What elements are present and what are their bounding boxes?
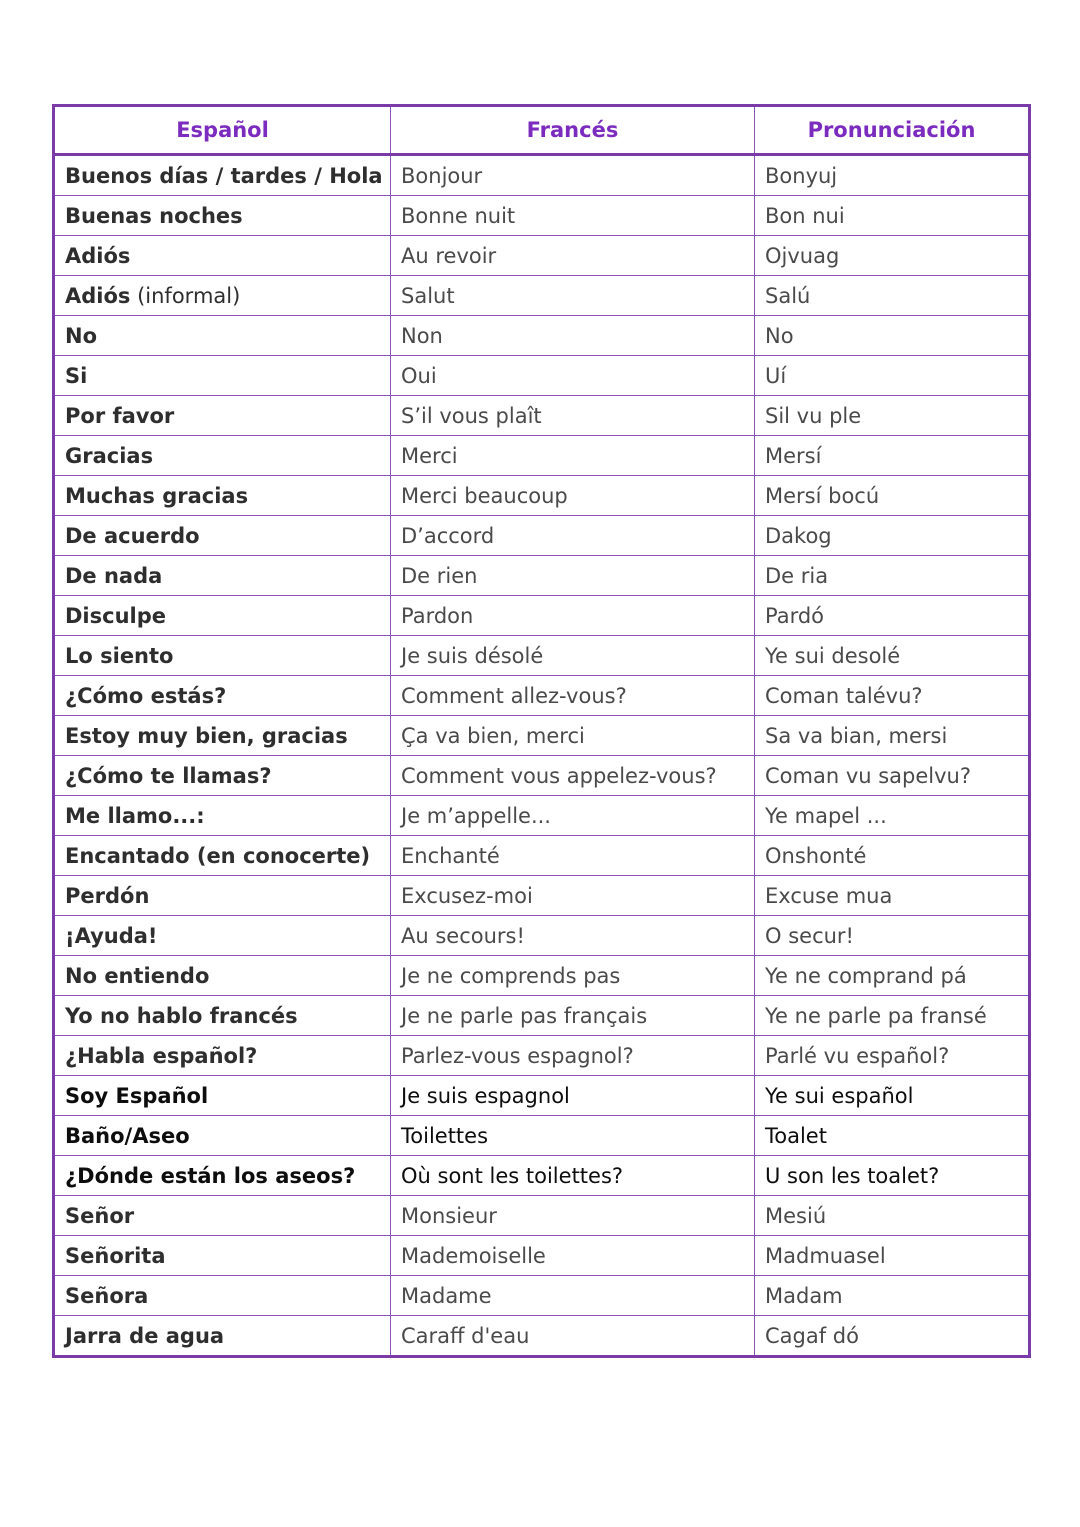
french-cell: Toilettes [391,1116,755,1156]
spanish-text: Perdón [65,883,150,908]
table-row [54,1236,1030,1276]
spanish-text: Por favor [65,403,175,428]
french-cell: Je ne parle pas français [391,996,755,1036]
spanish-text: Adiós [65,243,131,268]
pronunciation-cell: Bonyuj [755,155,1030,196]
pronunciation-cell: Pardó [755,596,1030,636]
french-cell: Bonjour [391,155,755,196]
spanish-text: Adiós [65,283,131,308]
spanish-text: Estoy muy bien, gracias [65,723,348,748]
spanish-text: Me llamo...: [65,803,205,828]
table-header-row [54,106,1030,155]
spanish-cell [54,956,391,996]
french-cell: Comment allez-vous? [391,676,755,716]
french-cell: Pardon [391,596,755,636]
spanish-text: Muchas gracias [65,483,249,508]
pronunciation-cell: Coman vu sapelvu? [755,756,1030,796]
header-frances: Francés [391,106,755,155]
spanish-cell [54,1196,391,1236]
spanish-text: Señorita [65,1243,166,1268]
spanish-cell [54,1116,391,1156]
spanish-cell [54,1316,391,1357]
spanish-text: Señor [65,1203,135,1228]
spanish-text: ¿Dónde están los aseos? [65,1163,356,1188]
table-row [54,996,1030,1036]
french-cell: De rien [391,556,755,596]
spanish-text: Yo no hablo francés [65,1003,298,1028]
spanish-text: No [65,323,98,348]
spanish-cell [54,396,391,436]
pronunciation-cell: Parlé vu español? [755,1036,1030,1076]
pronunciation-cell: Excuse mua [755,876,1030,916]
spanish-cell [54,436,391,476]
spanish-text: Encantado (en conocerte) [65,843,371,868]
table-row [54,876,1030,916]
table-row [54,396,1030,436]
table-row [54,956,1030,996]
table-row [54,1196,1030,1236]
french-cell: Je m’appelle... [391,796,755,836]
french-cell: Ça va bien, merci [391,716,755,756]
spanish-text: ¡Ayuda! [65,923,158,948]
table-row [54,1156,1030,1196]
french-cell: Non [391,316,755,356]
table-row [54,356,1030,396]
vocabulary-table [52,104,1031,1358]
pronunciation-cell: U son les toalet? [755,1156,1030,1196]
french-cell: Madame [391,1276,755,1316]
spanish-cell [54,876,391,916]
pronunciation-cell: Cagaf dó [755,1316,1030,1357]
spanish-text: Disculpe [65,603,167,628]
pronunciation-cell: Bon nui [755,196,1030,236]
french-cell: Comment vous appelez-vous? [391,756,755,796]
spanish-cell [54,1076,391,1116]
spanish-cell [54,1276,391,1316]
spanish-cell [54,916,391,956]
french-cell: D’accord [391,516,755,556]
pronunciation-cell: De ria [755,556,1030,596]
table-row [54,1076,1030,1116]
french-cell: Je suis espagnol [391,1076,755,1116]
pronunciation-cell: Coman talévu? [755,676,1030,716]
french-cell: Monsieur [391,1196,755,1236]
pronunciation-cell: Madam [755,1276,1030,1316]
table-row [54,916,1030,956]
table-body [54,155,1030,1357]
pronunciation-cell: Mersí bocú [755,476,1030,516]
table-row [54,476,1030,516]
french-cell: Enchanté [391,836,755,876]
spanish-cell [54,196,391,236]
pronunciation-cell: Ye mapel ... [755,796,1030,836]
header-espanol: Español [54,106,391,155]
pronunciation-cell: Salú [755,276,1030,316]
spanish-text: Jarra de agua [65,1323,225,1348]
french-cell: Parlez-vous espagnol? [391,1036,755,1076]
french-cell: Je ne comprends pas [391,956,755,996]
french-cell: Excusez-moi [391,876,755,916]
spanish-cell [54,636,391,676]
french-cell: Au revoir [391,236,755,276]
spanish-cell [54,796,391,836]
pronunciation-cell: O secur! [755,916,1030,956]
spanish-cell [54,1036,391,1076]
french-cell: Mademoiselle [391,1236,755,1276]
table-row [54,276,1030,316]
spanish-note: (informal) [130,283,241,308]
table-row [54,676,1030,716]
spanish-cell [54,1156,391,1196]
pronunciation-cell: Toalet [755,1116,1030,1156]
table-row [54,436,1030,476]
pronunciation-cell: Ye ne comprand pá [755,956,1030,996]
spanish-cell [54,556,391,596]
spanish-text: Señora [65,1283,149,1308]
spanish-text: ¿Cómo estás? [65,683,227,708]
table-row [54,316,1030,356]
pronunciation-cell: Sil vu ple [755,396,1030,436]
spanish-cell [54,716,391,756]
spanish-text: Soy Español [65,1083,209,1108]
spanish-cell [54,276,391,316]
pronunciation-cell: No [755,316,1030,356]
pronunciation-cell: Ojvuag [755,236,1030,276]
pronunciation-cell: Ye sui español [755,1076,1030,1116]
french-cell: Où sont les toilettes? [391,1156,755,1196]
spanish-cell [54,996,391,1036]
spanish-text: Baño/Aseo [65,1123,190,1148]
pronunciation-cell: Mesiú [755,1196,1030,1236]
spanish-text: ¿Cómo te llamas? [65,763,272,788]
spanish-text: ¿Habla español? [65,1043,258,1068]
french-cell: Oui [391,356,755,396]
table-row [54,516,1030,556]
header-pronunciacion: Pronunciación [755,106,1030,155]
table-row [54,1116,1030,1156]
spanish-cell [54,756,391,796]
spanish-cell [54,236,391,276]
pronunciation-cell: Madmuasel [755,1236,1030,1276]
pronunciation-cell: Ye sui desolé [755,636,1030,676]
french-cell: Caraff d'eau [391,1316,755,1357]
spanish-cell [54,516,391,556]
table-row [54,716,1030,756]
spanish-cell [54,476,391,516]
spanish-cell [54,155,391,196]
table-row [54,756,1030,796]
spanish-cell [54,596,391,636]
french-cell: Salut [391,276,755,316]
french-cell: Je suis désolé [391,636,755,676]
table-row [54,1276,1030,1316]
spanish-cell [54,356,391,396]
table-row [54,1036,1030,1076]
table-row [54,836,1030,876]
spanish-text: De nada [65,563,163,588]
spanish-text: Buenas noches [65,203,243,228]
pronunciation-cell: Ye ne parle pa fransé [755,996,1030,1036]
table-row [54,1316,1030,1357]
table-row [54,236,1030,276]
spanish-cell [54,676,391,716]
pronunciation-cell: Uí [755,356,1030,396]
spanish-text: Lo siento [65,643,174,668]
spanish-cell [54,1236,391,1276]
pronunciation-cell: Dakog [755,516,1030,556]
french-cell: Merci beaucoup [391,476,755,516]
table-row [54,155,1030,196]
spanish-cell [54,316,391,356]
spanish-text: De acuerdo [65,523,200,548]
table-row [54,596,1030,636]
spanish-text: No entiendo [65,963,210,988]
spanish-cell [54,836,391,876]
spanish-text: Si [65,363,88,388]
pronunciation-cell: Sa va bian, mersi [755,716,1030,756]
table-row [54,636,1030,676]
pronunciation-cell: Mersí [755,436,1030,476]
spanish-text: Gracias [65,443,154,468]
table-row [54,796,1030,836]
french-cell: Merci [391,436,755,476]
table-row [54,556,1030,596]
french-cell: Bonne nuit [391,196,755,236]
pronunciation-cell: Onshonté [755,836,1030,876]
table-row [54,196,1030,236]
french-cell: Au secours! [391,916,755,956]
spanish-text: Buenos días / tardes / Hola [65,163,383,188]
french-cell: S’il vous plaît [391,396,755,436]
